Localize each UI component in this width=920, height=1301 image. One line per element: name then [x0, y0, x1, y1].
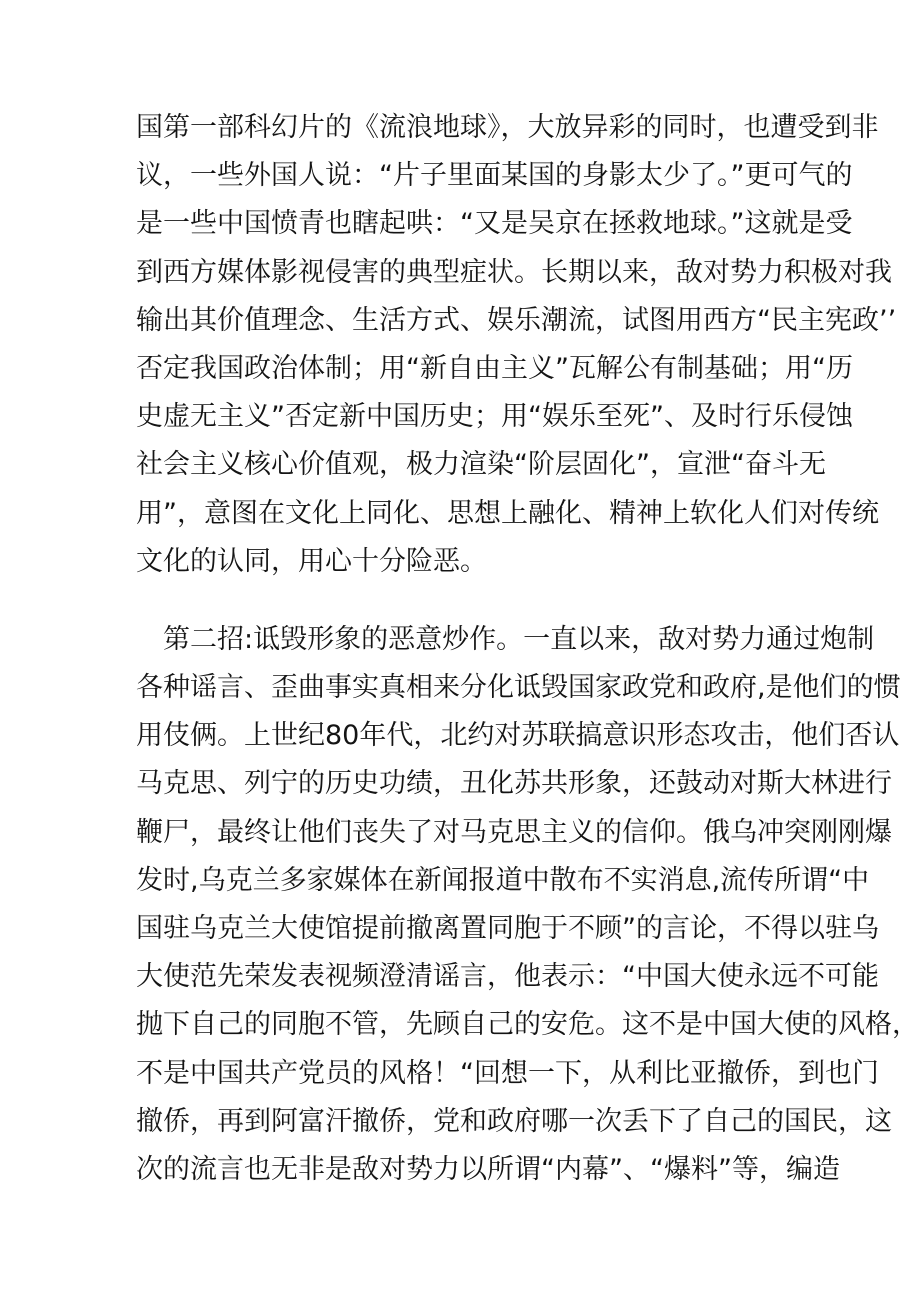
text-line: 不是中国共产党员的风格！“回想一下，从利比亚撤侨，到也门 [136, 1057, 879, 1089]
paragraph-1 [136, 104, 897, 586]
paragraph-spacer [136, 586, 796, 616]
text-line: 史虚无主义”否定新中国历史；用“娱乐至死”、及时行乐侵蚀 [136, 401, 853, 433]
document-body [136, 104, 919, 1194]
text-line: 输出其价值理念、生活方式、娱乐潮流，试图用西方“民主宪政’’ [136, 304, 897, 336]
text-line: 马克思、列宁的历史功绩，丑化苏共形象，还鼓动对斯大林进行 [136, 768, 892, 800]
text-line: 是一些中国愤青也瞎起哄：“又是吴京在拯救地球。”这就是受 [136, 208, 853, 240]
text-line: 各种谣言、歪曲事实真相来分化诋毁国家政党和政府,是他们的惯 [136, 672, 901, 704]
text-line: 议，一些外国人说：“片子里面某国的身影太少了。”更可气的 [136, 160, 853, 192]
text-line: 抛下自己的同胞不管，先顾自己的安危。这不是中国大使的风格， [136, 1009, 919, 1041]
text-line: 用伎俩。上世纪80年代，北约对苏联搞意识形态攻击，他们否认 [136, 720, 900, 752]
text-line: 国驻乌克兰大使馆提前撤离置同胞于不顾”的言论，不得以驻乌 [136, 913, 879, 944]
text-line: 文化的认同，用心十分险恶。 [136, 545, 487, 577]
text-line: 鞭尸，最终让他们丧失了对马克思主义的信仰。俄乌冲突刚刚爆 [136, 816, 892, 848]
text-line: 大使范先荣发表视频澄清谣言，他表示：“中国大使永远不可能 [136, 961, 879, 993]
text-line: 否定我国政治体制；用“新自由主义”瓦解公有制基础；用“历 [136, 352, 853, 384]
text-line: 次的流言也无非是敌对势力以所谓“内幕”、“爆料”等，编造 [136, 1153, 840, 1185]
text-line: 发时,乌克兰多家媒体在新闻报道中散布不实消息,流传所谓“中 [136, 864, 870, 896]
text-line: 撤侨，再到阿富汗撤侨，党和政府哪一次丢下了自己的国民，这 [136, 1105, 892, 1137]
paragraph-2 [136, 616, 919, 1194]
text-line: 国第一部科幻片的《流浪地球》，大放异彩的同时，也遭受到非 [136, 112, 879, 143]
text-line: 社会主义核心价值观，极力渲染“阶层固化”，宣泄“奋斗无 [136, 449, 826, 481]
text-line: 用”，意图在文化上同化、思想上融化、精神上软化人们对传统 [136, 497, 879, 529]
text-line: 到西方媒体影视侵害的典型症状。长期以来，敌对势力积极对我 [136, 256, 892, 288]
text-line: 第二招:诋毁形象的恶意炒作。一直以来，敌对势力通过炮制 [136, 623, 875, 655]
